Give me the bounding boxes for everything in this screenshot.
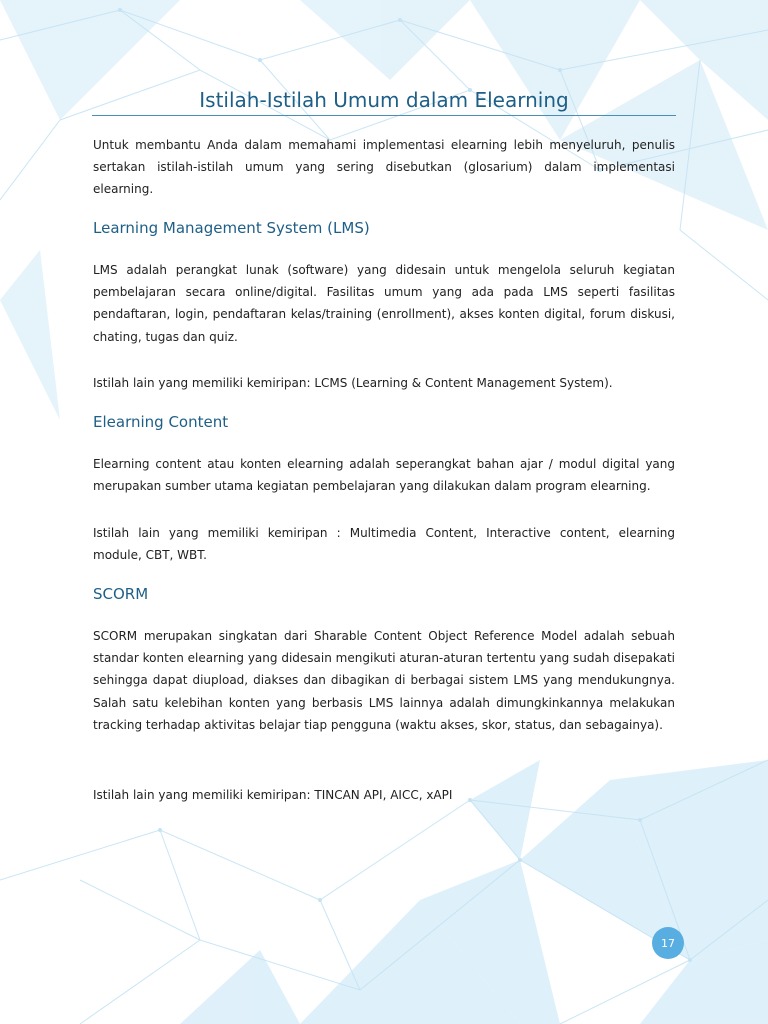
page-number-badge: 17 [652, 927, 684, 959]
page-title: Istilah-Istilah Umum dalam Elearning [199, 88, 569, 112]
section-heading-elearning-content: Elearning Content [93, 413, 229, 431]
elearning-content-similar-terms: Istilah lain yang memiliki kemiripan : Multimedia Content, Interactive content, elearning module, CBT, WBT. [93, 526, 675, 563]
intro-paragraph: Untuk membantu Anda dalam memahami implementasi elearning lebih menyeluruh, penulis sertakan istilah-istilah umum yang sering disebutkan (glosarium) dalam implementasi elearning. [93, 138, 675, 197]
elearning-content-paragraph: Elearning content atau konten elearning adalah seperangkat bahan ajar / modul digital yang merupakan sumber utama kegiatan pembelajaran yang dilakukan dalam program elearning. [93, 457, 675, 494]
section-heading-lms: Learning Management System (LMS) [93, 219, 370, 237]
section-heading-scorm: SCORM [93, 585, 149, 603]
lms-similar-terms: Istilah lain yang memiliki kemiripan: LCMS (Learning & Content Management System). [93, 376, 613, 390]
title-underline [92, 115, 676, 116]
scorm-similar-terms: Istilah lain yang memiliki kemiripan: TINCAN API, AICC, xAPI [93, 788, 453, 802]
lms-paragraph: LMS adalah perangkat lunak (software) yang didesain untuk mengelola seluruh kegiatan pembelajaran secara online/digital. Fasilitas umum yang ada pada LMS seperti fasilitas pendaftaran, login, pendaftaran kelas/training (enrollment), akses konten digital, forum diskusi, chating, tugas dan quiz. [93, 263, 675, 344]
scorm-paragraph: SCORM merupakan singkatan dari Sharable Content Object Reference Model adalah sebuah standar konten elearning yang didesain mengikuti aturan-aturan tertentu yang sudah disepakati sehingga dapat diupload, diakses dan dibagikan di berbagai sistem LMS yang mendukungnya. Salah satu kelebihan konten yang berbasis LMS lainnya adalah dimungkinkannya melakukan tracking terhadap aktivitas belajar tiap pengguna (waktu akses, skor, status, dan sebagainya). [93, 629, 675, 732]
